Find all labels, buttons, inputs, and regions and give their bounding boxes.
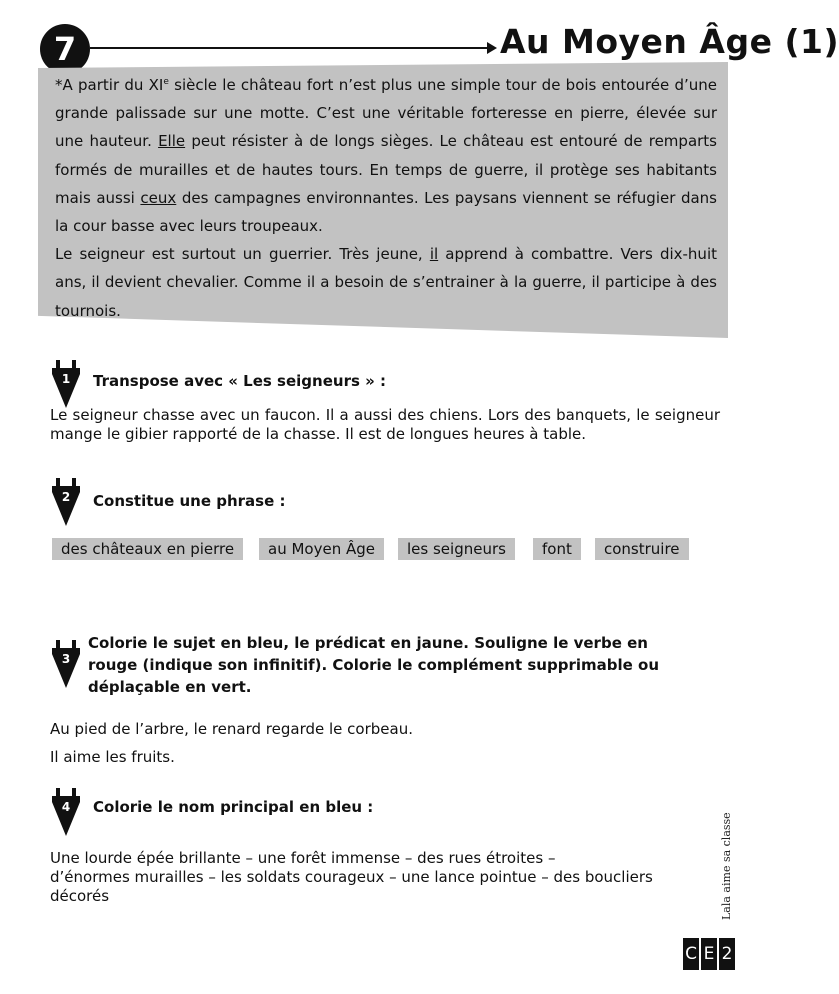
reading-passage [55, 68, 717, 325]
exercise-1-instruction: Transpose avec « Les seigneurs » : [93, 372, 387, 390]
underlined-pronoun: ceux [140, 188, 177, 207]
exercise-3-sentence-1: Au pied de l’arbre, le renard regarde le corbeau. [50, 720, 413, 738]
underlined-pronoun: Elle [158, 132, 186, 151]
underlined-pronoun: il [429, 245, 439, 264]
header-arrow-line [90, 47, 490, 49]
reading-paragraph-2: Le seigneur est surtout un guerrier. Très jeune, il apprend à combattre. Vers dix-huit ans, il devient chevalier. Comme il a besoin de s’entrainer à la guerre, il participe à des tournois. [55, 245, 717, 320]
arrow-head-icon [487, 42, 497, 54]
exercise-2-instruction: Constitue une phrase : [93, 492, 286, 510]
page-title: Au Moyen Âge (1) [500, 22, 839, 61]
exercise-3-sentence-2: Il aime les fruits. [50, 748, 175, 766]
exercise-1-text: Le seigneur chasse avec un faucon. Il a aussi des chiens. Lors des banquets, le seigneur mange le gibier rapporté de la chasse. Il est de longues heures à table. [50, 406, 720, 443]
exercise-2-badge: 2 [52, 478, 80, 526]
word-chip: des châteaux en pierre [52, 538, 243, 560]
level-tag-letter: E [701, 938, 717, 970]
word-chip: les seigneurs [398, 538, 515, 560]
word-chip: au Moyen Âge [259, 538, 384, 560]
lesson-number-badge: 7 [40, 24, 90, 74]
exercise-4-instruction: Colorie le nom principal en bleu : [93, 798, 374, 816]
exercise-3-badge: 3 [52, 640, 80, 688]
exercise-3-instruction: Colorie le sujet en bleu, le prédicat en jaune. Souligne le verbe en rouge (indique son infinitif). Colorie le complément supprimable ou déplaçable en vert. [88, 634, 660, 696]
word-chip: construire [595, 538, 689, 560]
exercise-4-text: Une lourde épée brillante – une forêt immense – des rues étroites – d’énormes murailles – les soldats courageux – une lance pointue – des boucliers décorés [50, 849, 653, 905]
level-tag-letter: C [683, 938, 699, 970]
credit-text: Lala aime sa classe [720, 812, 733, 920]
level-tag-letter: 2 [719, 938, 735, 970]
reading-paragraph-1: *A partir du XIe siècle le château fort n’est plus une simple tour de bois entourée d’une grande palissade sur une motte. C’est une véritable forteresse en pierre, élevée sur une hauteur. Elle peut résister à de longs sièges. Le château est entouré de remparts formés de murailles et de hautes tours. En temps de guerre, il protège ses habitants mais aussi ceux des campagnes environnantes. Les paysans viennent se réfugier dans la cour basse avec leurs troupeaux. [55, 76, 717, 236]
word-chip: font [533, 538, 581, 560]
exercise-1-badge: 1 [52, 360, 80, 408]
exercise-4-badge: 4 [52, 788, 80, 836]
